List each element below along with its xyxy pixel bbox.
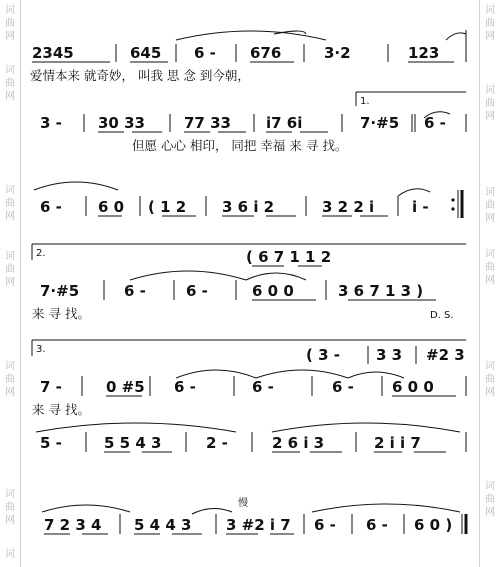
watermark-char: 词: [485, 481, 495, 492]
volta-number: 2.: [36, 248, 46, 259]
measure: ( 1 2: [148, 198, 187, 216]
measure: 6 -: [40, 198, 62, 216]
measure: i -: [412, 198, 429, 216]
watermark-char: 曲: [485, 262, 495, 273]
watermark-group: [3, 64, 17, 103]
slur: [272, 423, 460, 432]
slur: [130, 271, 246, 280]
measure: 3·2: [324, 44, 351, 62]
watermark-char: 网: [5, 387, 15, 398]
watermark-char: 曲: [5, 264, 15, 275]
measure: 645: [130, 44, 162, 62]
measure: 6 -: [366, 516, 388, 534]
lyric-line: 来 寻 找。: [32, 306, 90, 321]
measure: 7 2 3 4: [44, 516, 102, 534]
slur: [42, 505, 130, 512]
system-1: [30, 30, 466, 83]
watermark-char: 网: [485, 275, 495, 286]
slur: [446, 33, 466, 40]
watermark-char: 网: [485, 111, 495, 122]
measure: i7 6i: [266, 114, 303, 132]
measure: 676: [250, 44, 282, 62]
measure: 6 -: [124, 282, 146, 300]
watermark-char: 曲: [5, 18, 15, 29]
measure: 2 -: [206, 434, 228, 452]
watermark-char: 曲: [5, 198, 15, 209]
watermark-char: 网: [485, 507, 495, 518]
measure: 5 4 4 3: [134, 516, 192, 534]
measure: 6 -: [314, 516, 336, 534]
watermark-char: 词: [5, 361, 15, 372]
slur: [312, 504, 460, 512]
watermark-group: [483, 360, 497, 399]
measure: 2345: [32, 44, 74, 62]
system-5: [32, 340, 466, 417]
right-watermark-band: [478, 0, 500, 567]
measure: 123: [408, 44, 440, 62]
watermark-char: 词: [485, 361, 495, 372]
slur: [256, 370, 348, 378]
watermark-char: 词: [485, 5, 495, 16]
measure: 2 i i 7: [374, 434, 421, 452]
jianpu-score: [26, 0, 474, 567]
lyric-line: 爱情本来 就奇妙， 叫我 思 念 到今朝，: [30, 68, 250, 83]
watermark-char: 网: [485, 31, 495, 42]
watermark-group: [3, 250, 17, 289]
measure: 5 -: [40, 434, 62, 452]
watermark-char: 曲: [485, 18, 495, 29]
measure: 6 0 0: [252, 282, 294, 300]
measure: 0 #5: [106, 378, 145, 396]
measure: 6 -: [424, 114, 446, 132]
watermark-group: [483, 4, 497, 43]
lyric-line: 但愿 心心 相印， 同把 幸福 来 寻 找。: [132, 138, 348, 153]
watermark-char: 网: [5, 211, 15, 222]
upper-phrase: 3 3: [376, 346, 403, 364]
watermark-char: 词: [5, 65, 15, 76]
right-divider-line: [479, 0, 480, 567]
upper-phrase: #2 3: [426, 346, 465, 364]
lyric-line: 来 寻 找。: [32, 402, 90, 417]
watermark-char: 词: [5, 489, 15, 500]
watermark-char: 曲: [5, 78, 15, 89]
watermark-group: [483, 248, 497, 287]
watermark-group: [3, 360, 17, 399]
measure: 2 6 i 3: [272, 434, 325, 452]
system-3: [34, 182, 462, 218]
measure: 6 -: [174, 378, 196, 396]
system-6: [36, 423, 466, 452]
watermark-char: 网: [485, 213, 495, 224]
measure: 5 5 4 3: [104, 434, 162, 452]
measure: 6 0 ): [414, 516, 453, 534]
watermark-char: 词: [5, 185, 15, 196]
watermark-group: [3, 548, 17, 561]
watermark-group: [483, 186, 497, 225]
watermark-char: 曲: [485, 98, 495, 109]
watermark-char: 网: [5, 31, 15, 42]
watermark-char: 曲: [5, 502, 15, 513]
system-4: [32, 244, 466, 321]
measure: 3 6 i 2: [222, 198, 275, 216]
measure: 6 0 0: [392, 378, 434, 396]
watermark-char: 网: [5, 277, 15, 288]
slur: [176, 31, 326, 40]
slur: [36, 423, 236, 432]
measure: 77 33: [184, 114, 231, 132]
measure: 30 33: [98, 114, 145, 132]
watermark-char: 曲: [5, 374, 15, 385]
slur: [176, 370, 256, 378]
slur: [398, 189, 430, 196]
watermark-char: 词: [5, 5, 15, 16]
watermark-group: [3, 488, 17, 527]
measure: 7·#5: [360, 114, 400, 132]
watermark-char: 网: [5, 515, 15, 526]
measure: 7·#5: [40, 282, 80, 300]
measure: 3 -: [40, 114, 62, 132]
watermark-char: 网: [485, 387, 495, 398]
watermark-char: 曲: [485, 374, 495, 385]
repeat-dot: [451, 198, 454, 201]
slur: [246, 273, 306, 280]
measure: 3 6 7 1 3 ): [338, 282, 424, 300]
measure: 6 -: [186, 282, 208, 300]
system-7: [42, 496, 466, 534]
watermark-char: 词: [5, 549, 15, 560]
watermark-group: [483, 84, 497, 123]
watermark-char: 词: [485, 85, 495, 96]
watermark-char: 曲: [485, 200, 495, 211]
watermark-group: [3, 4, 17, 43]
watermark-char: 词: [5, 251, 15, 262]
measure: 6 -: [332, 378, 354, 396]
watermark-char: 词: [485, 249, 495, 260]
left-divider-line: [20, 0, 21, 567]
upper-phrase: ( 6 7 1 1 2: [246, 248, 332, 266]
upper-phrase: ( 3 -: [306, 346, 340, 364]
watermark-group: [3, 184, 17, 223]
measure: 6 -: [252, 378, 274, 396]
watermark-char: 词: [485, 187, 495, 198]
slur: [34, 182, 118, 190]
volta-number: 3.: [36, 344, 46, 355]
watermark-char: 曲: [485, 494, 495, 505]
volta-number: 1.: [360, 96, 370, 107]
watermark-char: 网: [5, 91, 15, 102]
measure: 7 -: [40, 378, 62, 396]
system-2: [40, 92, 466, 153]
measure: 6 -: [194, 44, 216, 62]
left-watermark-band: [0, 0, 22, 567]
watermark-group: [483, 480, 497, 519]
slur: [192, 508, 232, 514]
tempo-mark: 慢: [238, 498, 248, 509]
dal-segno-mark: D. S.: [430, 310, 454, 321]
repeat-dot: [451, 207, 454, 210]
measure: 6 0: [98, 198, 125, 216]
measure: 3 2 2 i: [322, 198, 375, 216]
measure: 3 #2 i 7: [226, 516, 291, 534]
